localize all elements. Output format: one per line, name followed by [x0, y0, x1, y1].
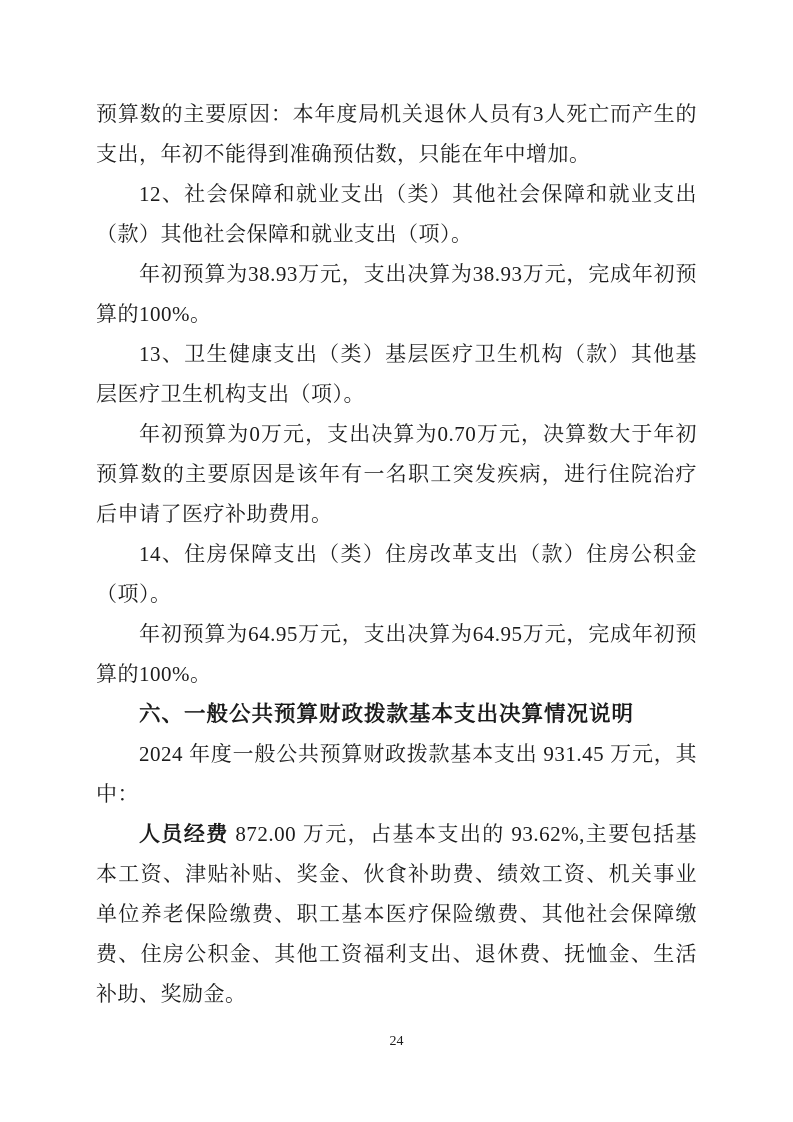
text-run: 14、住房保障支出（类）住房改革支出（款）住房公积金（项）。 [96, 542, 697, 606]
text-run: 12、社会保障和就业支出（类）其他社会保障和就业支出（款）其他社会保障和就业支出（项）。 [96, 182, 697, 246]
text-run: 2024 年度一般公共预算财政拨款基本支出 931.45 万元，其中： [96, 742, 697, 806]
paragraph [96, 254, 697, 334]
text-run: 13、卫生健康支出（类）基层医疗卫生机构（款）其他基层医疗卫生机构支出（项）。 [96, 342, 697, 406]
paragraph [96, 334, 697, 414]
paragraph [96, 814, 697, 1014]
section-heading [96, 694, 697, 734]
paragraph [96, 94, 697, 174]
paragraph [96, 734, 697, 814]
paragraph [96, 414, 697, 534]
text-run: 年初预算为0万元，支出决算为0.70万元，决算数大于年初预算数的主要原因是该年有一名职工突发疾病，进行住院治疗后申请了医疗补助费用。 [96, 422, 697, 526]
bold-text-run: 人员经费 [139, 822, 229, 846]
text-run: 预算数的主要原因：本年度局机关退休人员有3人死亡而产生的支出，年初不能得到准确预估数，只能在年中增加。 [96, 102, 697, 166]
paragraph [96, 614, 697, 694]
document-body [96, 94, 697, 1014]
page-number: 24 [389, 1034, 404, 1049]
text-run: 年初预算为38.93万元，支出决算为38.93万元，完成年初预算的100%。 [96, 262, 697, 326]
text-run: 年初预算为64.95万元，支出决算为64.95万元，完成年初预算的100%。 [96, 622, 697, 686]
paragraph [96, 174, 697, 254]
bold-text-run: 六、一般公共预算财政拨款基本支出决算情况说明 [139, 702, 635, 726]
text-run: 872.00 万元，占基本支出的 93.62%,主要包括基本工资、津贴补贴、奖金、伙食补助费、绩效工资、机关事业单位养老保险缴费、职工基本医疗保险缴费、其他社会保障缴费、住房公积金、其他工资福利支出、退休费、抚恤金、生活补助、奖励金。 [96, 822, 697, 1006]
page-footer [0, 1032, 793, 1052]
paragraph [96, 534, 697, 614]
